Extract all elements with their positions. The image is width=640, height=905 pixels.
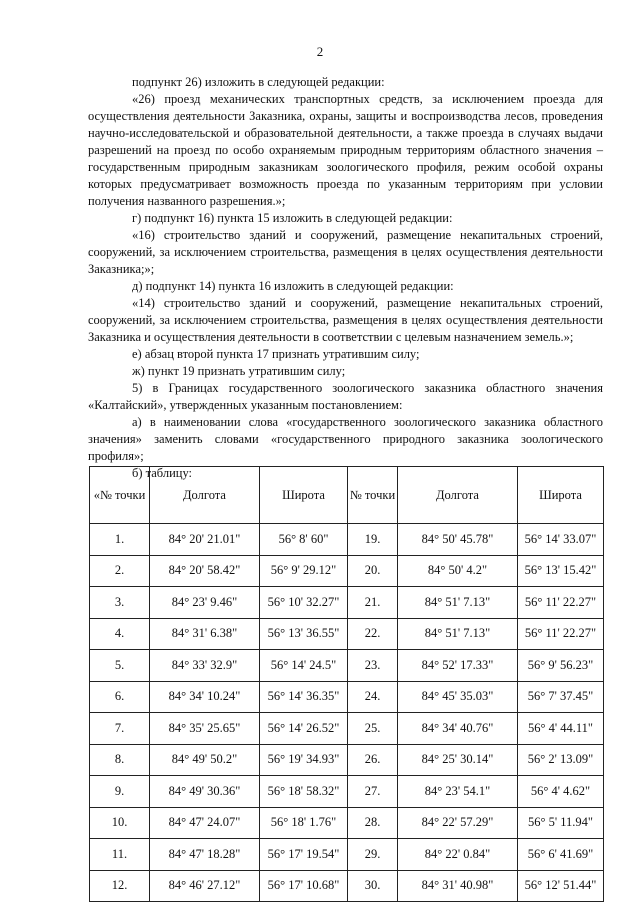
latitude-cell: 56° 18' 1.76" — [260, 807, 348, 839]
latitude-cell: 56° 11' 22.27" — [518, 618, 604, 650]
latitude-cell: 56° 13' 36.55" — [260, 618, 348, 650]
point-number-cell: 24. — [348, 681, 398, 713]
latitude-cell: 56° 13' 15.42" — [518, 555, 604, 587]
column-header-longitude: Долгота — [150, 467, 260, 524]
paragraph: 5) в Границах государственного зоологического заказника областного значения «Калтайский», утвержденных указанным постановлением: — [88, 381, 603, 412]
latitude-cell: 56° 2' 13.09" — [518, 744, 604, 776]
point-number-cell: 1. — [90, 524, 150, 556]
column-header-point-number: «№ точки — [90, 467, 150, 524]
latitude-cell: 56° 12' 51.44" — [518, 870, 604, 902]
page-number: 2 — [316, 44, 324, 59]
paragraph: б) таблицу: — [132, 466, 193, 480]
latitude-cell: 56° 4' 4.62" — [518, 776, 604, 808]
point-number-cell: 28. — [348, 807, 398, 839]
point-number-cell: 11. — [90, 839, 150, 871]
point-number-cell: 12. — [90, 870, 150, 902]
longitude-cell: 84° 22' 57.29" — [398, 807, 518, 839]
table-header-row — [90, 467, 604, 524]
point-number-cell: 4. — [90, 618, 150, 650]
point-number-cell: 25. — [348, 713, 398, 745]
table-row — [90, 744, 604, 776]
longitude-cell: 84° 31' 40.98" — [398, 870, 518, 902]
longitude-cell: 84° 50' 4.2" — [398, 555, 518, 587]
longitude-cell: 84° 25' 30.14" — [398, 744, 518, 776]
paragraph: «14) строительство зданий и сооружений, размещение некапитальных строений, сооружений, за исключением строительства, размещения в целях осуществления деятельности Заказника и осуществления деятельности в соответствии с целевым назначением земель.»; — [88, 296, 603, 344]
longitude-cell: 84° 31' 6.38" — [150, 618, 260, 650]
point-number-cell: 22. — [348, 618, 398, 650]
table-row — [90, 555, 604, 587]
point-number-cell: 2. — [90, 555, 150, 587]
latitude-cell: 56° 5' 11.94" — [518, 807, 604, 839]
point-number-cell: 10. — [90, 807, 150, 839]
point-number-cell: 19. — [348, 524, 398, 556]
table-row — [90, 681, 604, 713]
paragraph: ж) пункт 19 признать утратившим силу; — [132, 364, 346, 378]
paragraph: г) подпункт 16) пункта 15 изложить в следующей редакции: — [132, 211, 453, 225]
point-number-cell: 20. — [348, 555, 398, 587]
latitude-cell: 56° 14' 33.07" — [518, 524, 604, 556]
latitude-cell: 56° 4' 44.11" — [518, 713, 604, 745]
column-header-latitude: Широта — [260, 467, 348, 524]
latitude-cell: 56° 14' 24.5" — [260, 650, 348, 682]
longitude-cell: 84° 35' 25.65" — [150, 713, 260, 745]
table-row — [90, 776, 604, 808]
longitude-cell: 84° 47' 18.28" — [150, 839, 260, 871]
point-number-cell: 26. — [348, 744, 398, 776]
paragraph: е) абзац второй пункта 17 признать утратившим силу; — [132, 347, 420, 361]
longitude-cell: 84° 47' 24.07" — [150, 807, 260, 839]
longitude-cell: 84° 49' 50.2" — [150, 744, 260, 776]
point-number-cell: 21. — [348, 587, 398, 619]
point-number-cell: 6. — [90, 681, 150, 713]
latitude-cell: 56° 18' 58.32" — [260, 776, 348, 808]
table-row — [90, 587, 604, 619]
paragraph: подпункт 26) изложить в следующей редакции: — [132, 75, 385, 89]
paragraph: «26) проезд механических транспортных средств, за исключением проезда для осуществления деятельности Заказника, охраны, защиты и воспроизводства лесов, проведения научно-исследовательской и образовательной деятельности, а также проезда в случаях выдачи разрешений на проезд по особо охраняемым природным территориям областного значения – государственным природным заказникам зоологического профиля, режим особой охраны которых предусматривает возможность проезда по указанным территориям при условии получения названного разрешения.»; — [88, 92, 603, 208]
longitude-cell: 84° 23' 9.46" — [150, 587, 260, 619]
latitude-cell: 56° 9' 56.23" — [518, 650, 604, 682]
longitude-cell: 84° 20' 21.01" — [150, 524, 260, 556]
table-row — [90, 524, 604, 556]
column-header-longitude: Долгота — [398, 467, 518, 524]
longitude-cell: 84° 51' 7.13" — [398, 618, 518, 650]
longitude-cell: 84° 45' 35.03" — [398, 681, 518, 713]
paragraph: «16) строительство зданий и сооружений, размещение некапитальных строений, сооружений, за исключением строительства, размещения в целях осуществления деятельности Заказника;»; — [88, 228, 603, 276]
point-number-cell: 7. — [90, 713, 150, 745]
paragraph: д) подпункт 14) пункта 16 изложить в следующей редакции: — [132, 279, 454, 293]
point-number-cell: 27. — [348, 776, 398, 808]
column-header-latitude: Широта — [518, 467, 604, 524]
table-row — [90, 839, 604, 871]
longitude-cell: 84° 22' 0.84" — [398, 839, 518, 871]
latitude-cell: 56° 17' 19.54" — [260, 839, 348, 871]
point-number-cell: 3. — [90, 587, 150, 619]
longitude-cell: 84° 52' 17.33" — [398, 650, 518, 682]
table-row — [90, 807, 604, 839]
point-number-cell: 29. — [348, 839, 398, 871]
longitude-cell: 84° 51' 7.13" — [398, 587, 518, 619]
point-number-cell: 9. — [90, 776, 150, 808]
point-number-cell: 30. — [348, 870, 398, 902]
point-number-cell: 8. — [90, 744, 150, 776]
latitude-cell: 56° 14' 26.52" — [260, 713, 348, 745]
latitude-cell: 56° 14' 36.35" — [260, 681, 348, 713]
longitude-cell: 84° 33' 32.9" — [150, 650, 260, 682]
column-header-point-number: № точки — [348, 467, 398, 524]
paragraph: а) в наименовании слова «государственного зоологического заказника областного значения» заменить словами «государственного природного заказника зоологического профиля»; — [88, 415, 603, 463]
longitude-cell: 84° 46' 27.12" — [150, 870, 260, 902]
longitude-cell: 84° 50' 45.78" — [398, 524, 518, 556]
latitude-cell: 56° 9' 29.12" — [260, 555, 348, 587]
table-row — [90, 713, 604, 745]
table-row — [90, 650, 604, 682]
latitude-cell: 56° 7' 37.45" — [518, 681, 604, 713]
latitude-cell: 56° 8' 60" — [260, 524, 348, 556]
longitude-cell: 84° 20' 58.42" — [150, 555, 260, 587]
table-row — [90, 870, 604, 902]
coordinates-table — [89, 466, 604, 902]
longitude-cell: 84° 23' 54.1" — [398, 776, 518, 808]
longitude-cell: 84° 34' 40.76" — [398, 713, 518, 745]
latitude-cell: 56° 6' 41.69" — [518, 839, 604, 871]
table-row — [90, 618, 604, 650]
document-body — [88, 74, 603, 482]
latitude-cell: 56° 10' 32.27" — [260, 587, 348, 619]
longitude-cell: 84° 49' 30.36" — [150, 776, 260, 808]
latitude-cell: 56° 17' 10.68" — [260, 870, 348, 902]
latitude-cell: 56° 19' 34.93" — [260, 744, 348, 776]
point-number-cell: 5. — [90, 650, 150, 682]
latitude-cell: 56° 11' 22.27" — [518, 587, 604, 619]
longitude-cell: 84° 34' 10.24" — [150, 681, 260, 713]
point-number-cell: 23. — [348, 650, 398, 682]
